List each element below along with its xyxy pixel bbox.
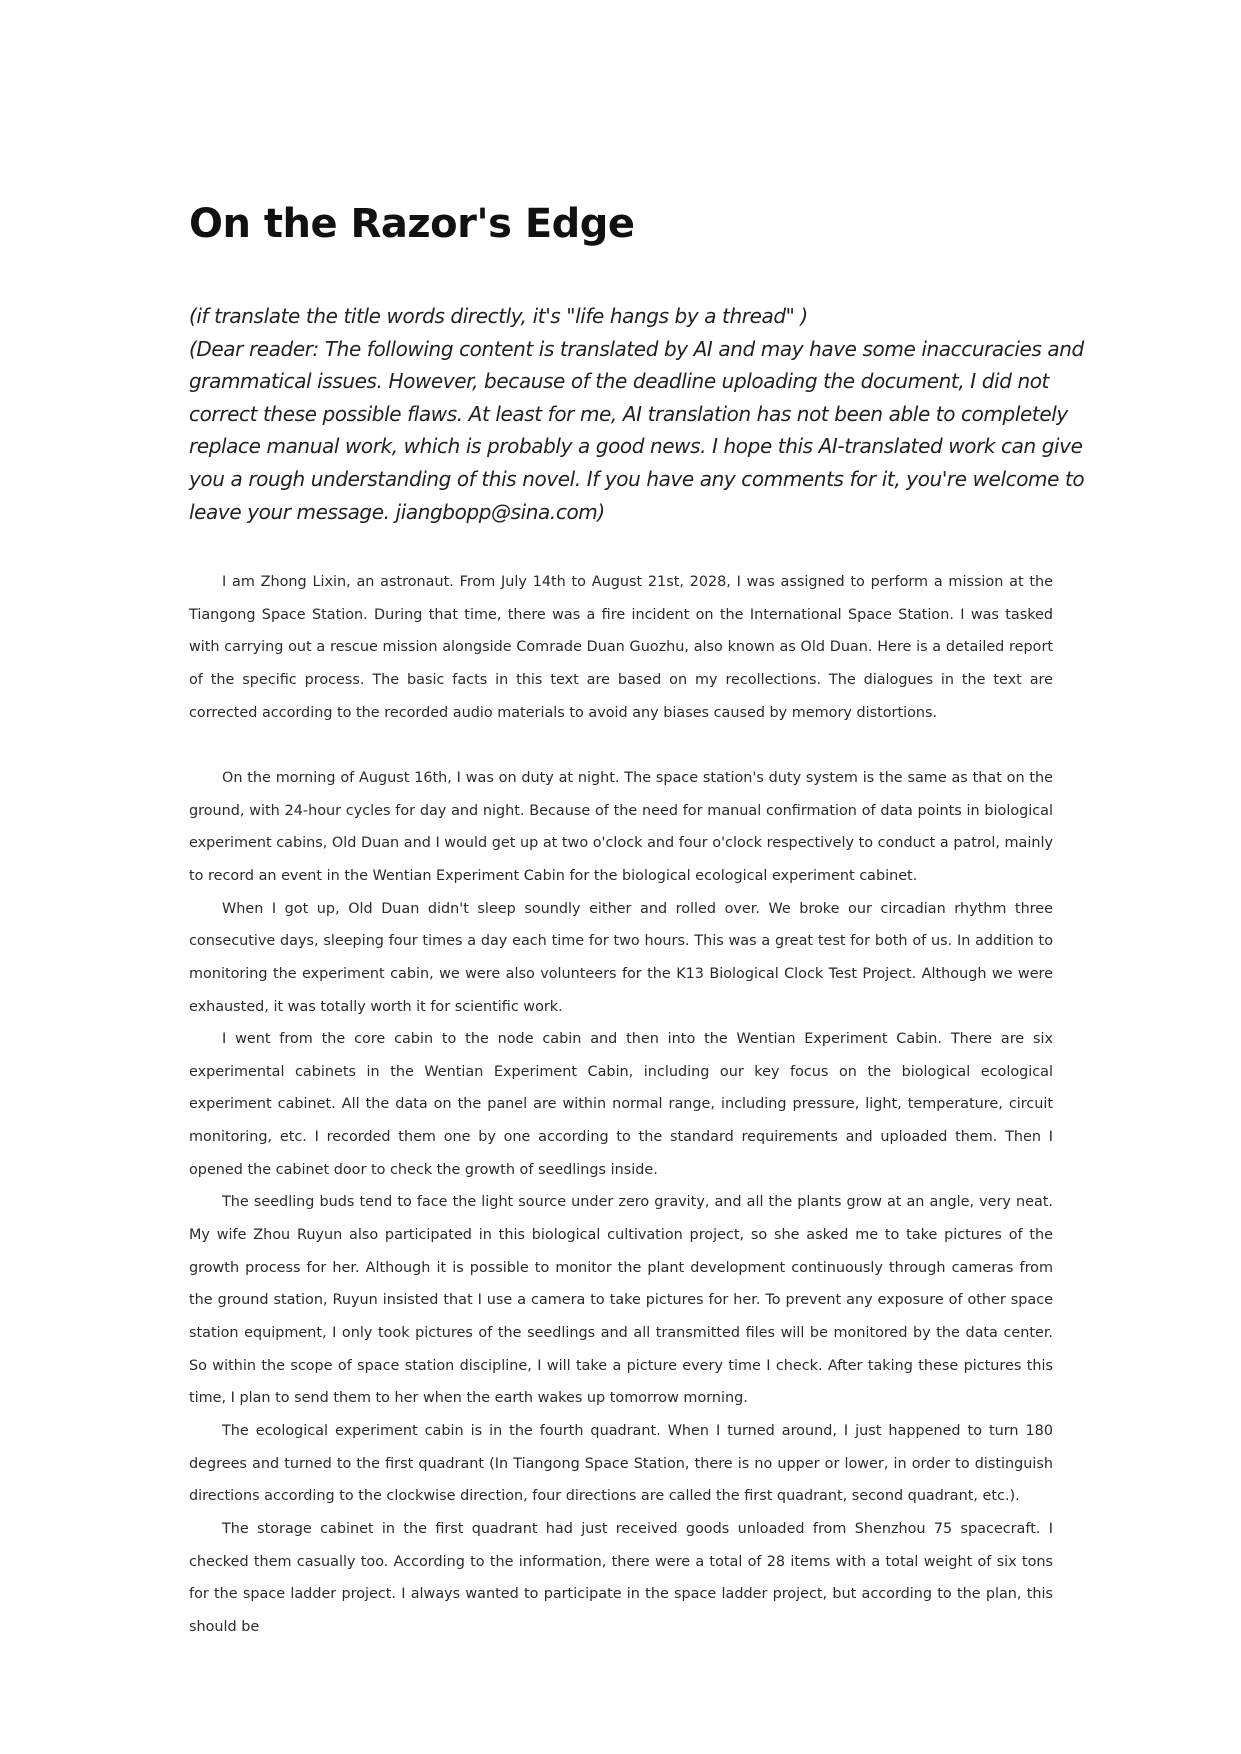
translator-note-line: you a rough understanding of this novel. If you have any comments for it, you're welcome to [189, 466, 1085, 491]
translator-note-line: correct these possible flaws. At least for me, AI translation has not been able to completely [189, 401, 1068, 426]
paragraph: When I got up, Old Duan didn't sleep soundly either and rolled over. We broke our circadian rhythm three consecutive days, sleeping four times a day each time for two hours. This was a great test for both of us. In addition to monitoring the experiment cabin, we were also volunteers for the K13 Biological Clock Test Project. Although we were exhausted, it was totally worth it for scientific work. [189, 900, 1053, 1015]
translator-note-line: grammatical issues. However, because of the deadline uploading the document, I did not [189, 369, 1049, 394]
translator-note [189, 300, 1085, 528]
translator-note-line: leave your message. jiangbopp@sina.com) [189, 499, 605, 524]
translator-note-line: replace manual work, which is probably a good news. I hope this AI-translated work can give [189, 434, 1083, 459]
paragraph: I went from the core cabin to the node cabin and then into the Wentian Experiment Cabin. There are six experimental cabinets in the Wentian Experiment Cabin, including our key focus on the biological ecological experiment cabinet. All the data on the panel are within normal range, including pressure, light, temperature, circuit monitoring, etc. I recorded them one by one according to the standard requirements and uploaded them. Then I opened the cabinet door to check the growth of seedlings inside. [189, 1031, 1053, 1178]
body-text [189, 566, 1053, 1644]
translator-note-line: (Dear reader: The following content is translated by AI and may have some inaccuracies and [189, 336, 1084, 361]
document-title: On the Razor's Edge [189, 201, 635, 247]
paragraph: On the morning of August 16th, I was on duty at night. The space station's duty system is the same as that on the ground, with 24-hour cycles for day and night. Because of the need for manual confirmation of data points in biological experiment cabins, Old Duan and I would get up at two o'clock and four o'clock respectively to conduct a patrol, mainly to record an event in the Wentian Experiment Cabin for the biological ecological experiment cabinet. [189, 769, 1053, 884]
paragraph: The storage cabinet in the first quadrant had just received goods unloaded from Shenzhou 75 spacecraft. I checked them casually too. According to the information, there were a total of 28 items with a total weight of six tons for the space ladder project. I always wanted to participate in the space ladder project, but according to the plan, this should be [189, 1521, 1053, 1635]
translator-note-line: (if translate the title words directly, it's "life hangs by a thread" ) [189, 304, 808, 328]
paragraph-intro: I am Zhong Lixin, an astronaut. From July 14th to August 21st, 2028, I was assigned to perform a mission at the Tiangong Space Station. During that time, there was a fire incident on the International Space Station. I was tasked with carrying out a rescue mission alongside Comrade Duan Guozhu, also known as Old Duan. Here is a detailed report of the specific process. The basic facts in this text are based on my recollections. The dialogues in the text are corrected according to the recorded audio materials to avoid any biases caused by memory distortions. [189, 574, 1053, 721]
paragraph: The seedling buds tend to face the light source under zero gravity, and all the plants grow at an angle, very neat. My wife Zhou Ruyun also participated in this biological cultivation project, so she asked me to take pictures of the growth process for her. Although it is possible to monitor the plant development continuously through cameras from the ground station, Ruyun insisted that I use a camera to take pictures for her. To prevent any exposure of other space station equipment, I only took pictures of the seedlings and all transmitted files will be monitored by the data center. So within the scope of space station discipline, I will take a picture every time I check. After taking these pictures this time, I plan to send them to her when the earth wakes up tomorrow morning. [189, 1194, 1053, 1407]
paragraph: The ecological experiment cabin is in the fourth quadrant. When I turned around, I just happened to turn 180 degrees and turned to the first quadrant (In Tiangong Space Station, there is no upper or lower, in order to distinguish directions according to the clockwise direction, four directions are called the first quadrant, second quadrant, etc.). [189, 1423, 1053, 1505]
